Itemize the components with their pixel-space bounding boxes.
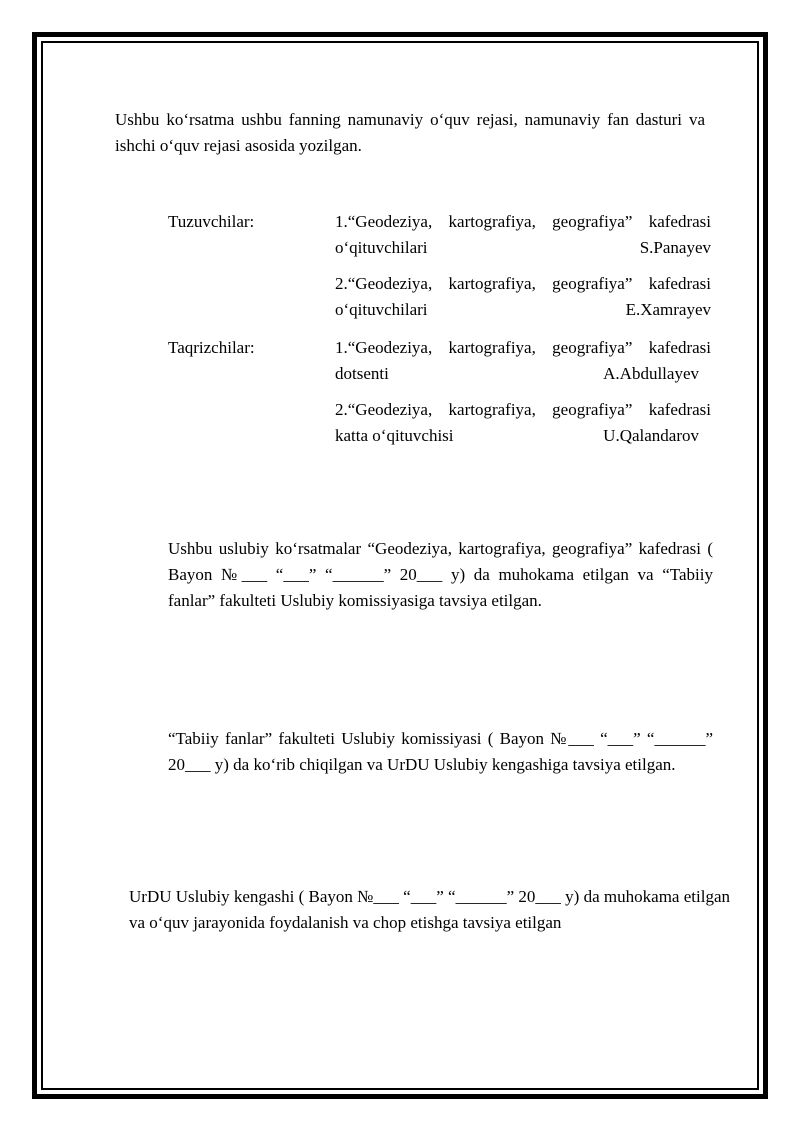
author-2-role: o‘qituvchilari: [335, 300, 428, 319]
author-1-name: S.Panayev: [639, 238, 711, 257]
authors-label: Tuzuvchilar:: [168, 212, 255, 231]
department-approval-paragraph: Ushbu uslubiy ko‘rsatmalar “Geodeziya, kartografiya, geografiya” kafedrasi ( Bayon №___ “___” “______” 20___ y) da muhokama etilgan va “Tabiiy fanlar” fakulteti Uslubiy komissiyasiga tavsiya etilgan.: [168, 539, 713, 610]
reviewer-2-role: katta o‘qituvchisi: [335, 426, 454, 445]
author-1-department: 1.“Geodeziya, kartografiya, geografiya” kafedrasi: [335, 212, 711, 231]
reviewers-label: Taqrizchilar:: [168, 338, 255, 357]
reviewer-entry-2: [335, 397, 711, 449]
reviewer-entry-1: [335, 335, 711, 387]
author-entry-2: [335, 271, 711, 323]
author-1-role: o‘qituvchilari: [335, 238, 428, 257]
author-2-name: E.Xamrayev: [625, 300, 711, 319]
reviewer-2-department: 2.“Geodeziya, kartografiya, geografiya” kafedrasi: [335, 400, 711, 419]
author-entry-1: [335, 209, 711, 261]
author-2-department: 2.“Geodeziya, kartografiya, geografiya” kafedrasi: [335, 274, 711, 293]
reviewer-1-department: 1.“Geodeziya, kartografiya, geografiya” kafedrasi: [335, 338, 711, 357]
reviewer-2-name: U.Qalandarov: [603, 426, 699, 445]
reviewer-1-role: dotsenti: [335, 364, 389, 383]
intro-paragraph: Ushbu ko‘rsatma ushbu fanning namunaviy o‘quv rejasi, namunaviy fan dasturi va ishchi o‘quv rejasi asosida yozilgan.: [115, 110, 705, 155]
reviewer-1-name: A.Abdullayev: [603, 364, 699, 383]
council-approval-paragraph: UrDU Uslubiy kengashi ( Bayon №___ “___” “______” 20___ y) da muhokama etilgan va o‘quv jarayonida foydalanish va chop etishga tavsiya etilgan: [129, 887, 730, 932]
faculty-approval-paragraph: “Tabiiy fanlar” fakulteti Uslubiy komissiyasi ( Bayon №___ “___” “______” 20___ y) da ko‘rib chiqilgan va UrDU Uslubiy kengashiga tavsiya etilgan.: [168, 729, 713, 774]
